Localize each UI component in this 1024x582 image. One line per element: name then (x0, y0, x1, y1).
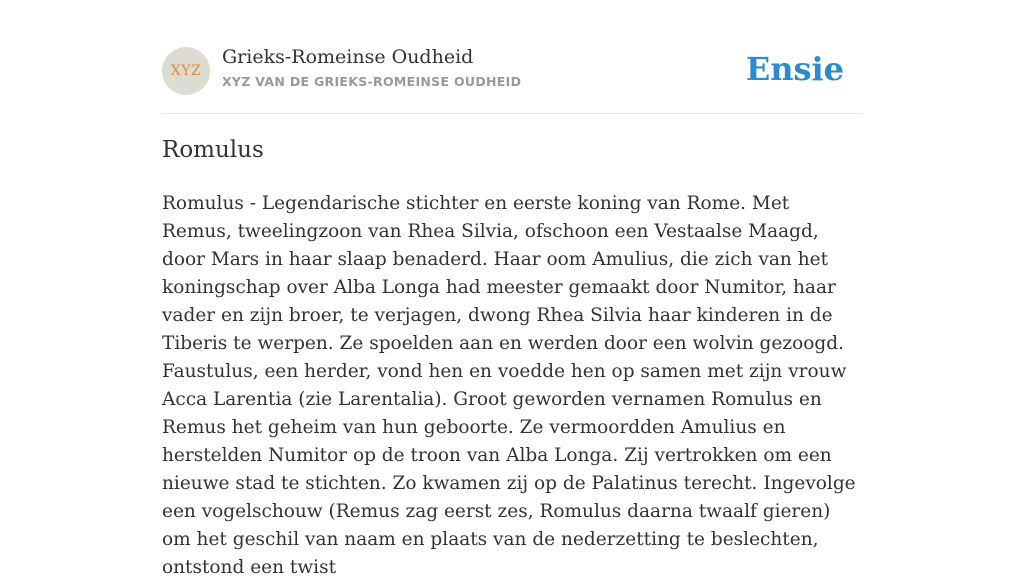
avatar[interactable]: XYZ (162, 47, 210, 95)
header-divider (162, 113, 862, 114)
source-subtitle: XYZ VAN DE GRIEKS-ROMEINSE OUDHEID (222, 74, 522, 89)
source-title[interactable]: Grieks-Romeinse Oudheid (222, 46, 474, 68)
ensie-logo[interactable]: Ensie (745, 50, 844, 88)
header (162, 46, 862, 96)
entry-title: Romulus (162, 137, 264, 163)
entry-body: Romulus - Legendarische stichter en eerste koning van Rome. Met Remus, tweelingzoon van Rhea Silvia, ofschoon een Vestaalse Maagd, door Mars in haar slaap benaderd. Haar oom Amulius, die zich van het koningschap over Alba Longa had meester gemaakt door Numitor, haar vader en zijn broer, te verjagen, dwong Rhea Silvia haar kinderen in de Tiberis te werpen. Ze spoelden aan en werden door een wolvin gezoogd. Faustulus, een herder, vond hen en voedde hen op samen met zijn vrouw Acca Larentia (zie Larentalia). Groot geworden vernamen Romulus en Remus het geheim van hun geboorte. Ze vermoordden Amulius en herstelden Numitor op de troon van Alba Longa. Zij vertrokken om een nieuwe stad te stichten. Zo kwamen zij op de Palatinus terecht. Ingevolge een vogelschouw (Remus zag eerst zes, Romulus daarna twaalf gieren) om het geschil van naam en plaats van de nederzetting te beslechten, ontstond een twist (162, 193, 856, 578)
